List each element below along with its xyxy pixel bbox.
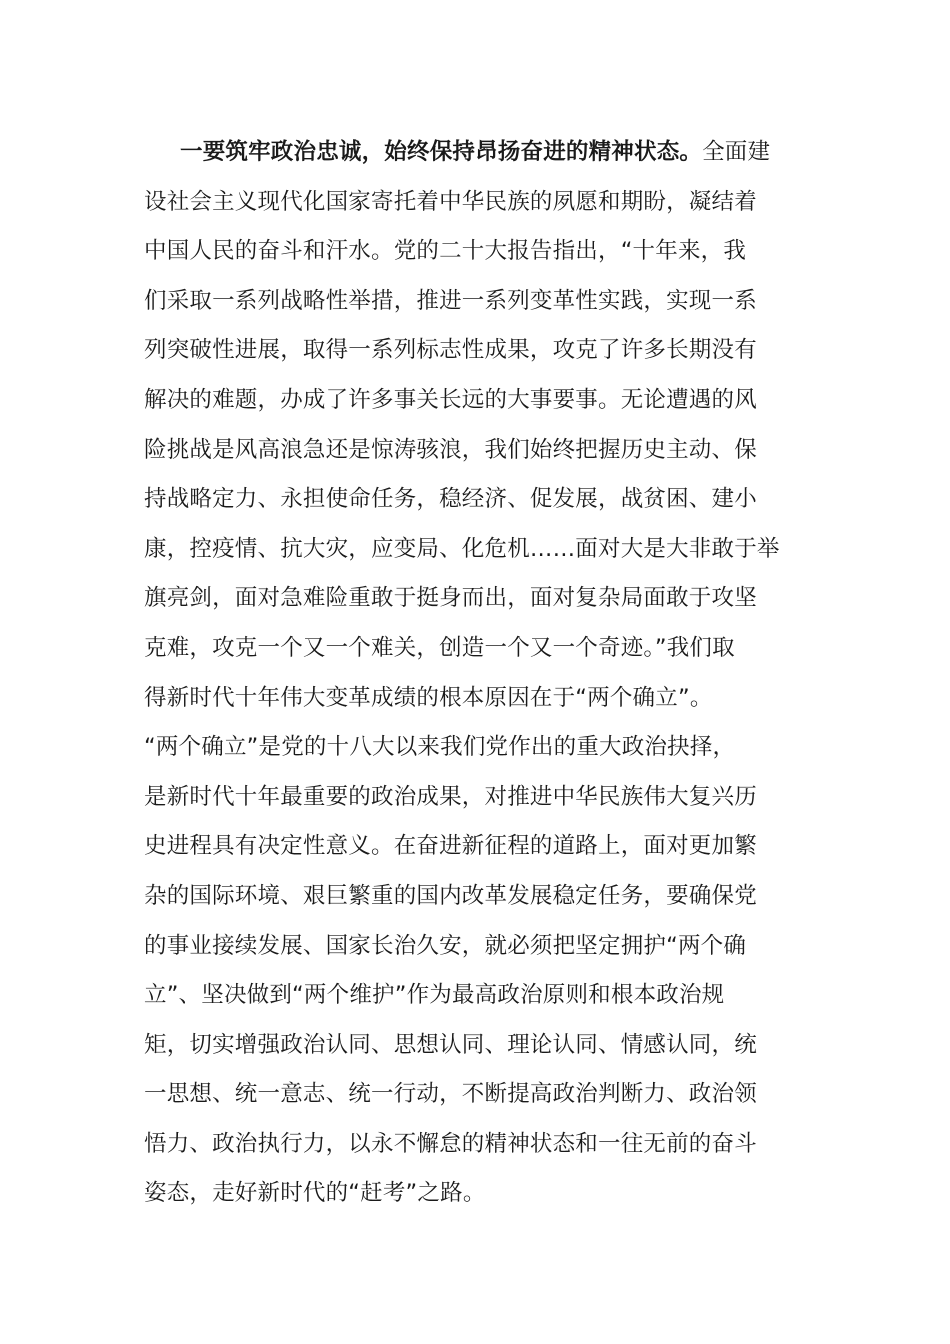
paragraph-line: “两个确立”是党的十八大以来我们党作出的重大政治抉择， — [144, 734, 736, 761]
paragraph-line: 设社会主义现代化国家寄托着中华民族的夙愿和期盼，凝结着 — [144, 188, 757, 215]
paragraph-line: 矩，切实增强政治认同、思想认同、理论认同、情感认同，统 — [144, 1031, 757, 1058]
paragraph-line: 解决的难题，办成了许多事关长远的大事要事。无论遭遇的风 — [144, 386, 757, 413]
paragraph-line: 得新时代十年伟大变革成绩的根本原因在于“两个确立”。 — [144, 684, 713, 711]
paragraph-line: 列突破性进展，取得一系列标志性成果，攻克了许多长期没有 — [144, 337, 757, 364]
paragraph-line: 的事业接续发展、国家长治久安，就必须把坚定拥护“两个确 — [144, 932, 747, 959]
paragraph-line: 一思想、统一意志、统一行动，不断提高政治判断力、政治领 — [144, 1081, 757, 1108]
paragraph-line: 立”、坚决做到“两个维护”作为最高政治原则和根本政治规 — [144, 982, 725, 1009]
paragraph-line: 杂的国际环境、艰巨繁重的国内改革发展稳定任务，要确保党 — [144, 882, 757, 909]
paragraph-heading: 一要筑牢政治忠诚，始终保持昂扬奋进的精神状态。 — [180, 139, 703, 165]
paragraph-line: 持战略定力、永担使命任务，稳经济、促发展，战贫困、建小 — [144, 486, 757, 513]
paragraph-line: 是新时代十年最重要的政治成果，对推进中华民族伟大复兴历 — [144, 783, 757, 810]
paragraph-line: 史进程具有决定性意义。在奋进新征程的道路上，面对更加繁 — [144, 833, 757, 860]
paragraph-line: 旗亮剑，面对急难险重敢于挺身而出，面对复杂局面敢于攻坚 — [144, 585, 757, 612]
paragraph-line: 克难，攻克一个又一个难关，创造一个又一个奇迹。”我们取 — [144, 634, 735, 661]
paragraph-line: 中国人民的奋斗和汗水。党的二十大报告指出，“十年来，我 — [144, 238, 747, 265]
paragraph-first-line — [144, 128, 808, 178]
paragraph-line: 姿态，走好新时代的“赶考”之路。 — [144, 1180, 486, 1207]
body-paragraph — [144, 128, 808, 1219]
paragraph-line: 险挑战是风高浪急还是惊涛骇浪，我们始终把握历史主动、保 — [144, 436, 757, 463]
paragraph-line: 们采取一系列战略性举措，推进一系列变革性实践，实现一系 — [144, 287, 757, 314]
first-line-text: 全面建 — [702, 139, 771, 165]
paragraph-line: 康，控疫情、抗大灾，应变局、化危机……面对大是大非敢于举 — [144, 535, 780, 562]
paragraph-line: 悟力、政治执行力，以永不懈怠的精神状态和一往无前的奋斗 — [144, 1130, 757, 1157]
